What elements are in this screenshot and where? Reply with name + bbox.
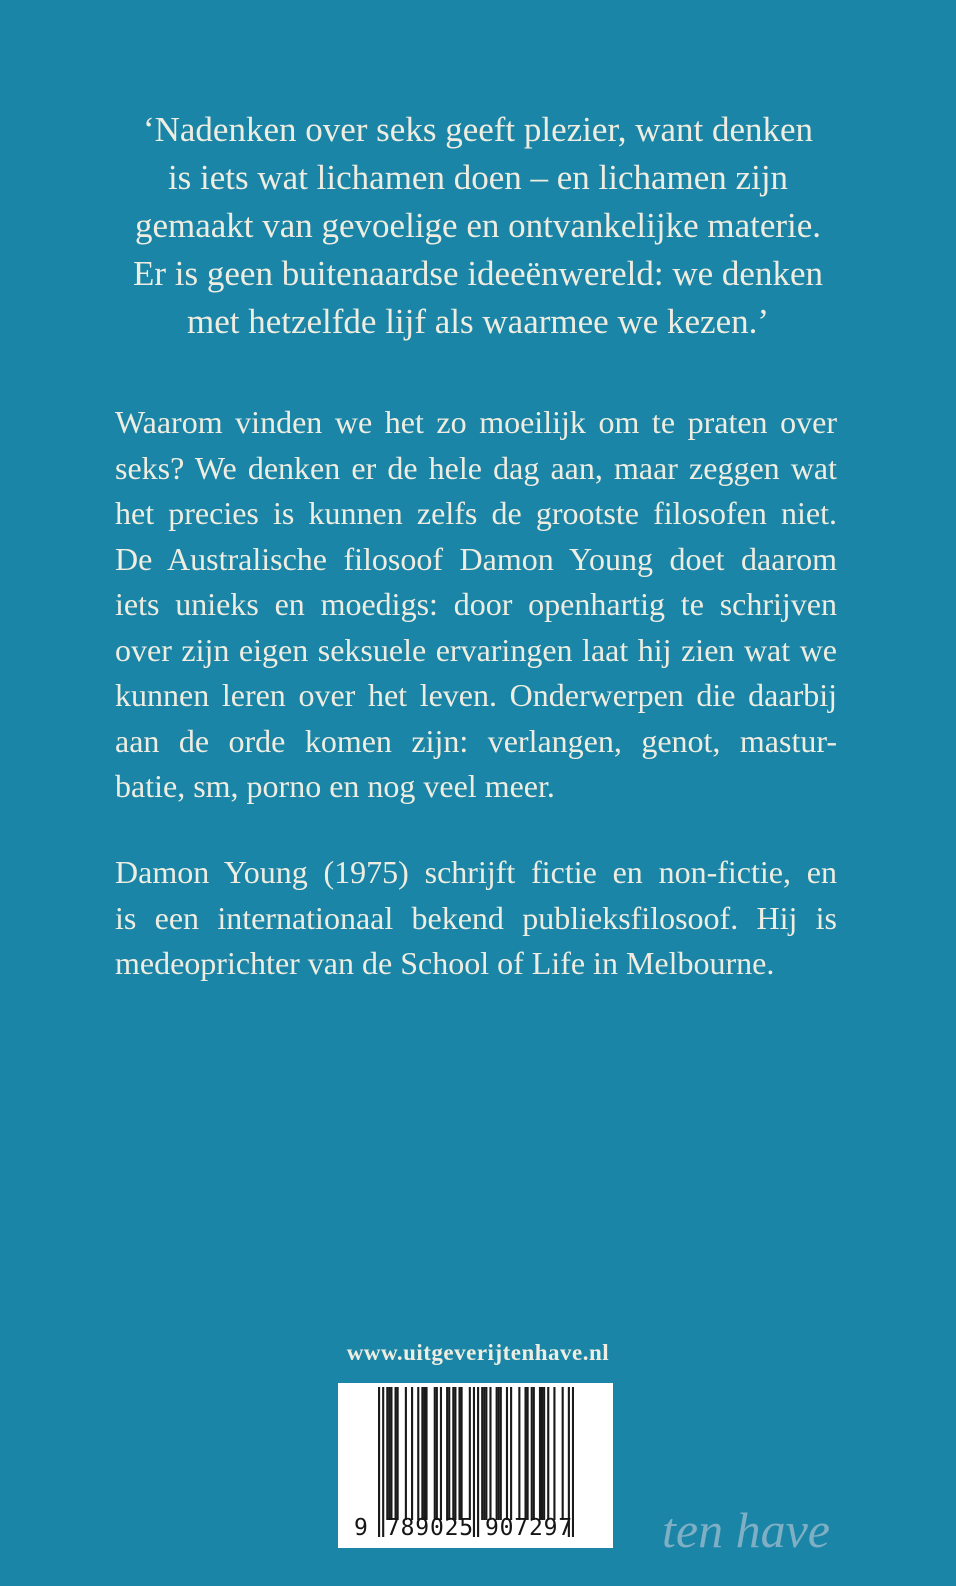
text-line: batie, sm, porno en nog veel meer. bbox=[115, 768, 555, 804]
isbn-group-2: 907297 bbox=[485, 1515, 573, 1541]
text-line: Er is geen buitenaardse ideeënwereld: we denken bbox=[133, 254, 823, 293]
isbn-lead-digit: 9 bbox=[354, 1515, 368, 1541]
text-line: ‘Nadenken over seks geeft plezier, want denken bbox=[142, 110, 814, 149]
barcode bbox=[338, 1383, 613, 1548]
author-bio-paragraph bbox=[115, 850, 837, 987]
text-line: gemaakt van gevoelige en ontvankelijke materie. bbox=[134, 206, 822, 245]
text-line: het precies is kunnen zelfs de grootste filosofen niet. bbox=[115, 495, 837, 531]
text-line: Damon Young (1975) schrijft fictie en non-fictie, en bbox=[115, 854, 837, 890]
text-line: Waarom vinden we het zo moeilijk om te praten over bbox=[115, 404, 837, 440]
publisher-website-url: www.uitgeverijtenhave.nl bbox=[346, 1340, 610, 1365]
text-line: aan de orde komen zijn: verlangen, genot, mastur- bbox=[115, 722, 837, 759]
text-line: iets unieks en moedigs: door openhartig te schrijven bbox=[115, 586, 837, 622]
publisher-logo: ten have bbox=[662, 1502, 830, 1558]
isbn-digits bbox=[338, 1515, 613, 1543]
text-line: is iets wat lichamen doen – en lichamen zijn bbox=[167, 158, 789, 197]
cover-quote bbox=[88, 106, 868, 346]
text-line: met hetzelfde lijf als waarmee we kezen.’ bbox=[186, 302, 770, 341]
description-paragraph bbox=[115, 400, 837, 810]
text-line: De Australische filosoof Damon Young doet daarom bbox=[115, 540, 837, 577]
text-line: medeoprichter van de School of Life in Melbourne. bbox=[115, 945, 775, 981]
text-line: seks? We denken er de hele dag aan, maar zeggen wat bbox=[115, 449, 837, 486]
isbn-group-1: 789025 bbox=[386, 1515, 474, 1541]
text-line: is een internationaal bekend publieksfilosoof. Hij is bbox=[115, 899, 837, 936]
text-line: over zijn eigen seksuele ervaringen laat hij zien wat we bbox=[115, 631, 837, 668]
text-line: kunnen leren over het leven. Onderwerpen die daarbij bbox=[115, 677, 837, 713]
